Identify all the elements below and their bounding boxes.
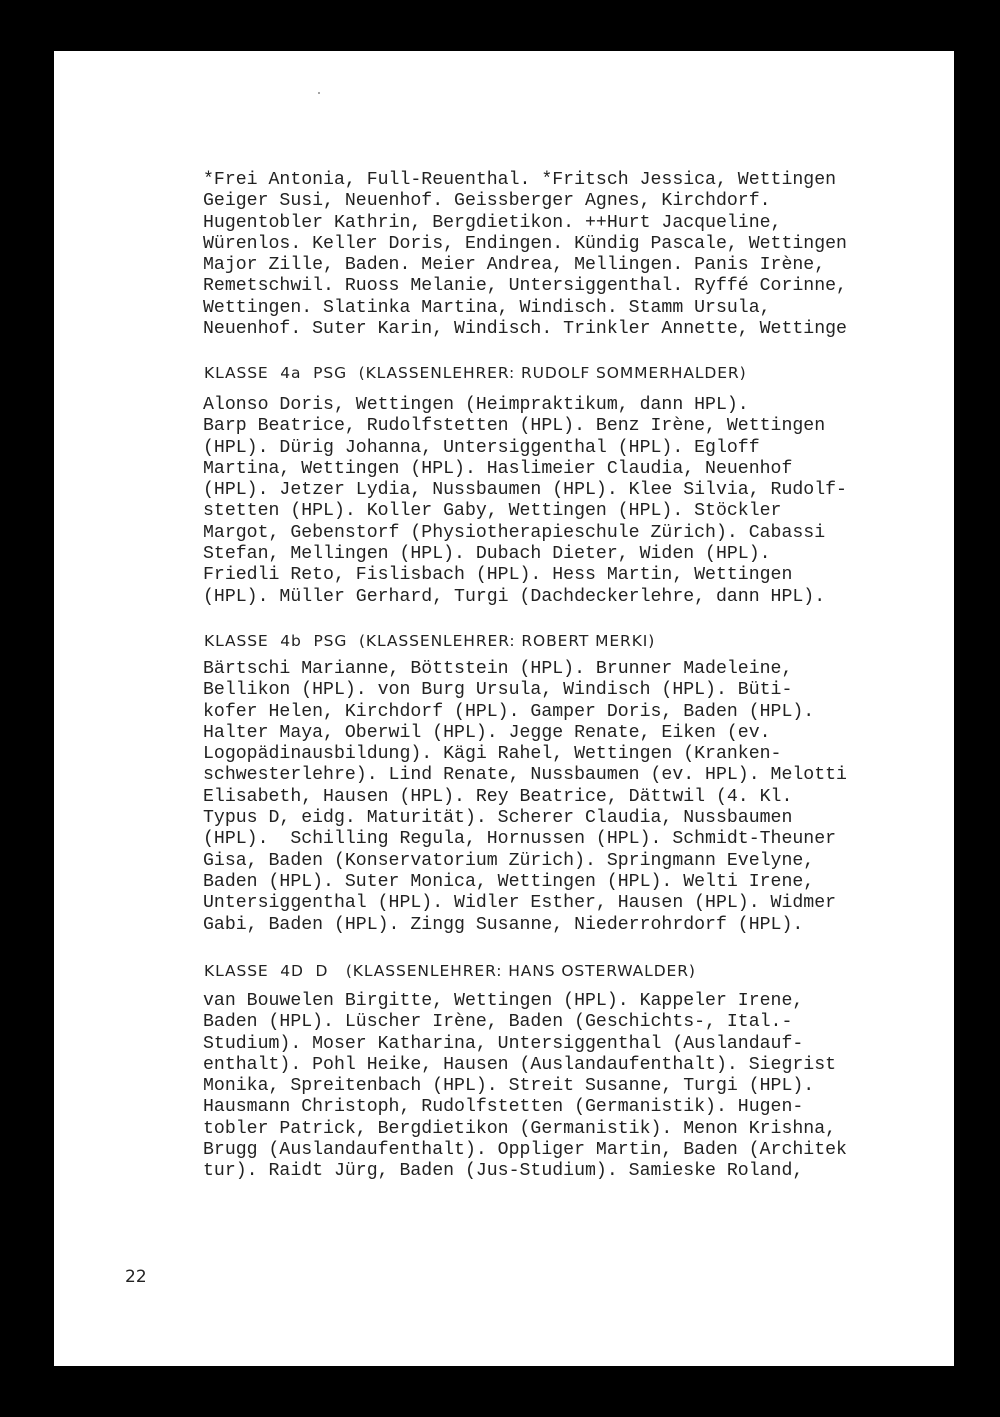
page-number: 22	[125, 1267, 147, 1287]
speck-mark	[318, 92, 320, 94]
section-text-klasse-4b: Bärtschi Marianne, Böttstein (HPL). Brunner Madeleine, Bellikon (HPL). von Burg Ursula, Windisch (HPL). Büti- kofer Helen, Kirchdorf (HPL). Gamper Doris, Baden (HPL). Halter Maya, Oberwil (HPL). Jegge Renate, Eiken (ev. Logopädinausbildung). Kägi Rahel, Wettingen (Kranken- schwesterlehre). Lind Renate, Nussbaumen (ev. HPL). Melotti Elisabeth, Hausen (HPL). Rey Beatrice, Dättwil (4. Kl. Typus D, eidg. Maturität). Scherer Claudia, Nussbaumen (HPL). Schilling Regula, Hornussen (HPL). Schmidt-Theuner Gisa, Baden (Konservatorium Zürich). Springmann Evelyne, Baden (HPL). Suter Monica, Wettingen (HPL). Welti Irene, Untersiggenthal (HPL). Widler Esther, Hausen (HPL). Widmer Gabi, Baden (HPL). Zingg Susanne, Niederrohrdorf (HPL).	[203, 659, 847, 935]
section-heading-klasse-4d: KLASSE 4D D (KLASSENLEHRER: HANS OSTERWALDER)	[204, 962, 696, 980]
section-heading-klasse-4a: KLASSE 4a PSG (KLASSENLEHRER: RUDOLF SOMMERHALDER)	[204, 364, 747, 382]
opening-paragraph: *Frei Antonia, Full-Reuenthal. *Fritsch Jessica, Wettingen Geiger Susi, Neuenhof. Geissberger Agnes, Kirchdorf. Hugentobler Kathrin, Bergdietikon. ++Hurt Jacqueline, Würenlos. Keller Doris, Endingen. Kündig Pascale, Wettingen Major Zille, Baden. Meier Andrea, Mellingen. Panis Irène, Remetschwil. Ruoss Melanie, Untersiggenthal. Ryffé Corinne, Wettingen. Slatinka Martina, Windisch. Stamm Ursula, Neuenhof. Suter Karin, Windisch. Trinkler Annette, Wettinge	[203, 170, 847, 340]
section-text-klasse-4a: Alonso Doris, Wettingen (Heimpraktikum, dann HPL). Barp Beatrice, Rudolfstetten (HPL). Benz Irène, Wettingen (HPL). Dürig Johanna, Untersiggenthal (HPL). Egloff Martina, Wettingen (HPL). Haslimeier Claudia, Neuenhof (HPL). Jetzer Lydia, Nussbaumen (HPL). Klee Silvia, Rudolf- stetten (HPL). Koller Gaby, Wettingen (HPL). Stöckler Margot, Gebenstorf (Physiotherapieschule Zürich). Cabassi Stefan, Mellingen (HPL). Dubach Dieter, Widen (HPL). Friedli Reto, Fislisbach (HPL). Hess Martin, Wettingen (HPL). Müller Gerhard, Turgi (Dachdeckerlehre, dann HPL).	[203, 395, 847, 607]
document-page	[54, 51, 954, 1366]
section-text-klasse-4d: van Bouwelen Birgitte, Wettingen (HPL). Kappeler Irene, Baden (HPL). Lüscher Irène, Baden (Geschichts-, Ital.- Studium). Moser Katharina, Untersiggenthal (Auslandauf- enthalt). Pohl Heike, Hausen (Auslandaufenthalt). Siegrist Monika, Spreitenbach (HPL). Streit Susanne, Turgi (HPL). Hausmann Christoph, Rudolfstetten (Germanistik). Hugen- tobler Patrick, Bergdietikon (Germanistik). Menon Krishna, Brugg (Auslandaufenthalt). Oppliger Martin, Baden (Architek tur). Raidt Jürg, Baden (Jus-Studium). Samieske Roland,	[203, 991, 847, 1182]
section-heading-klasse-4b: KLASSE 4b PSG (KLASSENLEHRER: ROBERT MERKI)	[204, 632, 656, 650]
